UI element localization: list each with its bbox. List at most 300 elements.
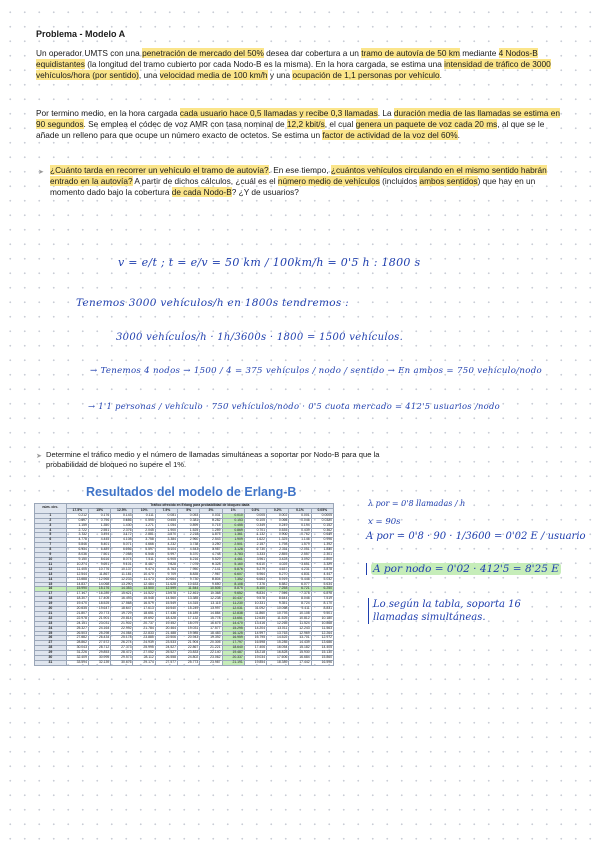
row-header: 14	[35, 577, 67, 582]
table-cell: 18.307	[66, 597, 88, 602]
table-cell: 20.464	[155, 626, 177, 631]
table-cell: 3.384	[155, 538, 177, 543]
table-cell: 9.709	[155, 572, 177, 577]
table-cell: 24.084	[111, 631, 133, 636]
table-cell: 14.470	[222, 621, 244, 626]
table-cell: 3.783	[222, 553, 244, 558]
table-cell: 23.031	[88, 621, 110, 626]
table-cell: 0.153	[222, 518, 244, 523]
table-cell: 12.635	[244, 616, 266, 621]
table-cell: 5.529	[200, 557, 222, 562]
table-cell: 5.846	[66, 543, 88, 548]
table-cell: 30.995	[88, 656, 110, 661]
table-cell: 0.349	[244, 523, 266, 528]
col-header: 15%	[88, 508, 110, 513]
table-cell: 12.599	[155, 587, 177, 592]
table-cell: 0.455	[222, 523, 244, 528]
table-cell: 0.081	[155, 513, 177, 518]
highlighted-text: duración media de las llamadas se estima en 90 segundos	[36, 108, 560, 129]
highlighted-text: penetración de mercado del 50%	[142, 48, 264, 58]
table-cell: 22.140	[200, 651, 222, 656]
table-cell: 17.147	[66, 592, 88, 597]
row-header: 30	[35, 656, 67, 661]
highlighted-text: velocidad media de 100 km/h	[159, 70, 268, 80]
table-cell: 18.651	[133, 611, 155, 616]
highlighted-text: cada usuario hace 0,5 llamadas y recibe 0,3 llamadas	[179, 108, 378, 118]
table-cell: 9.150	[66, 557, 88, 562]
row-header: 22	[35, 616, 67, 621]
table-cell: 0.065	[267, 518, 289, 523]
handwriting-line-3: 3000 vehículos/h · 1h/3600s · 1800 = 1500 vehículos.	[116, 332, 404, 343]
text-segment: . En ese tiempo,	[268, 165, 331, 175]
erlang-table	[34, 503, 334, 666]
arrow-bullet-icon: ➤	[36, 453, 42, 460]
table-cell: 0.152	[311, 523, 333, 528]
row-header: 2	[35, 518, 67, 523]
row-header: 29	[35, 651, 67, 656]
table-cell: 17.606	[267, 656, 289, 661]
table-cell: 4.231	[289, 567, 311, 572]
table-cell: 29.174	[133, 661, 155, 666]
highlighted-text: 4 Nodos-B equidistantes	[36, 48, 538, 69]
arrow-bullet-icon: ➤	[38, 169, 44, 176]
highlighted-text: número medio de vehículos	[277, 176, 380, 186]
text-segment: .	[439, 70, 442, 80]
table-cell: 6.878	[311, 592, 333, 597]
table-cell: 28.862	[66, 641, 88, 646]
row-header: 3	[35, 523, 67, 528]
table-cell: 11.525	[267, 616, 289, 621]
table-cell: 16.054	[267, 646, 289, 651]
col-header: 1%	[222, 508, 244, 513]
table-cell: 12.238	[200, 597, 222, 602]
table-cell: 2.218	[178, 533, 200, 538]
table-cell: 21.784	[133, 626, 155, 631]
table-cell: 6.056	[111, 548, 133, 553]
table-cell: 8.170	[311, 602, 333, 607]
table-cell: 16.596	[311, 661, 333, 666]
table-cell: 32.139	[88, 661, 110, 666]
table-cell: 19.985	[178, 631, 200, 636]
table-cell: 10.437	[222, 597, 244, 602]
table-cell: 8.834	[244, 592, 266, 597]
table-cell: 3.329	[311, 562, 333, 567]
table-cell: 2.311	[267, 548, 289, 553]
table-cell: 0.002	[267, 513, 289, 518]
table-cell: 7.946	[267, 592, 289, 597]
table-cell: 24.527	[155, 646, 177, 651]
highlighted-text: genera un paquete de voz cada 20 ms	[355, 119, 498, 129]
table-cell: 23.987	[200, 661, 222, 666]
table-cell: 7.828	[155, 562, 177, 567]
table-cell: 20.773	[88, 611, 110, 616]
table-cell: 17.577	[200, 626, 222, 631]
table-cell: 18.525	[88, 602, 110, 607]
table-cell: 14.405	[311, 646, 333, 651]
table-cell: 18.079	[178, 621, 200, 626]
table-cell: 6.905	[155, 557, 177, 562]
row-header: 25	[35, 631, 67, 636]
handwriting-line-4: → Tenemos 4 nodos → 1500 / 4 = 375 vehículos / nodo / sentido → En ambos = 750 vehículo/nodo	[90, 366, 542, 376]
handwriting-line-5: → 1'1 personas / vehículo · 750 vehículos/nodo · 0'5 cuota mercado = 412'5 usuarios /nodo	[88, 401, 501, 411]
table-cell: 2.730	[244, 548, 266, 553]
table-cell: 5.919	[267, 577, 289, 582]
table-cell: 5.446	[289, 577, 311, 582]
col-header: 7.5%	[155, 508, 177, 513]
table-cell: 8.036	[66, 553, 88, 558]
table-cell: 6.216	[178, 557, 200, 562]
table-cell: 1.146	[289, 538, 311, 543]
row-header: 23	[35, 621, 67, 626]
table-cell: 8.644	[267, 597, 289, 602]
table-cell: 4.445	[88, 538, 110, 543]
table-cell: 16.189	[178, 611, 200, 616]
col-header: 0.1%	[289, 508, 311, 513]
table-cell: 10.812	[289, 616, 311, 621]
table-cell: 4.748	[200, 553, 222, 558]
table-cell: 27.572	[88, 641, 110, 646]
table-cell: 15.795	[244, 636, 266, 641]
table-cell: 17.797	[222, 641, 244, 646]
table-cell: 11.628	[155, 582, 177, 587]
table-cell: 19.647	[88, 607, 110, 612]
text-segment: .	[457, 130, 460, 140]
traffic-per-node-highlight: A por nodo = 0'02 · 412'5 = 8'25 E	[373, 563, 559, 575]
col-header: 17.5%	[66, 508, 88, 513]
table-cell: 1.622	[244, 538, 266, 543]
table-cell: 17.405	[88, 597, 110, 602]
table-cell: 11.563	[311, 626, 333, 631]
handwriting-traffic-per-node	[366, 563, 561, 575]
table-cell: 10.868	[311, 621, 333, 626]
table-cell: 15.930	[289, 651, 311, 656]
table-cell: 1.909	[222, 538, 244, 543]
table-cell: 10.180	[311, 616, 333, 621]
table-cell: 8.763	[155, 567, 177, 572]
table-cell: 27.577	[155, 661, 177, 666]
table-cell: 24.151	[66, 621, 88, 626]
table-cell: 20.635	[66, 607, 88, 612]
table-cell: 4.637	[267, 567, 289, 572]
table-cell: 1.830	[311, 548, 333, 553]
table-cell: 15.990	[66, 587, 88, 592]
table-cell: 7.950	[178, 567, 200, 572]
table-cell: 0.053	[178, 513, 200, 518]
table-cell: 10.793	[267, 611, 289, 616]
table-cell: 17.436	[155, 611, 177, 616]
table-cell: 5.104	[155, 548, 177, 553]
text-segment: . La	[377, 108, 394, 118]
table-cell: 3.651	[289, 562, 311, 567]
table-cell: 6.582	[267, 582, 289, 587]
table-cell: 12.243	[289, 626, 311, 631]
table-cell: 4.610	[244, 562, 266, 567]
table-cell: 19.854	[244, 661, 266, 666]
table-cell: 4.666	[133, 543, 155, 548]
table-cell: 6.546	[133, 553, 155, 558]
table-cell: 9.411	[289, 607, 311, 612]
table-cell: 16.675	[200, 621, 222, 626]
table-cell: 0.212	[66, 513, 88, 518]
table-cell: 13.578	[155, 592, 177, 597]
table-cell: 14.522	[133, 592, 155, 597]
table-cell: 5.270	[267, 572, 289, 577]
text-segment: mediante	[459, 48, 499, 58]
table-cell: 13.651	[222, 616, 244, 621]
table-cell: 10.633	[178, 582, 200, 587]
table-cell: 2.157	[244, 543, 266, 548]
table-cell: 16.828	[267, 651, 289, 656]
highlighted-text: ambos sentidos	[419, 176, 478, 186]
table-cell: 21.191	[222, 661, 244, 666]
table-cell: 15.176	[88, 587, 110, 592]
table-cell: 3.250	[200, 543, 222, 548]
table-cell: 3.758	[133, 538, 155, 543]
table-cell: 23.533	[155, 641, 177, 646]
table-cell: 8.831	[311, 607, 333, 612]
table-cell: 11.473	[133, 577, 155, 582]
table-cell: 14.837	[66, 582, 88, 587]
table-cell: 26.503	[66, 631, 88, 636]
table-cell: 0.282	[200, 518, 222, 523]
table-cell: 15.548	[133, 597, 155, 602]
table-cell: 21.488	[155, 631, 177, 636]
table-cell: 14.068	[88, 582, 110, 587]
table-cell: 30.043	[66, 646, 88, 651]
table-cell: 2.051	[289, 548, 311, 553]
table-cell: 13.290	[111, 582, 133, 587]
table-cell: 12.969	[289, 631, 311, 636]
table-cell: 23.062	[200, 656, 222, 661]
text-segment: , al que se le añade un relleno para que ocupe un número exacto de octetos. Se estima un	[36, 119, 545, 140]
table-subtitle: Tráfico ofrecido en Erlang para probabilidad de bloqueo dada	[66, 504, 333, 509]
row-header: 18	[35, 597, 67, 602]
table-cell: 9.652	[222, 592, 244, 597]
table-cell: 19.487	[222, 651, 244, 656]
table-cell: 15.860	[311, 656, 333, 661]
table-cell: 26.434	[88, 636, 110, 641]
table-cell: 0.796	[88, 518, 110, 523]
table-cell: 8.074	[111, 557, 133, 562]
table-cell: 6.489	[88, 548, 110, 553]
row-header: 17	[35, 592, 67, 597]
table-cell: 1.361	[222, 533, 244, 538]
table-cell: 5.634	[311, 582, 333, 587]
table-cell: 11.860	[244, 611, 266, 616]
table-cell: 4.461	[222, 557, 244, 562]
table-cell: 0.0320	[311, 518, 333, 523]
highlighted-text: ¿Cuánto tarda en recorrer un vehículo el tramo de autovía?	[50, 165, 269, 175]
col-header: 0.05%	[311, 508, 333, 513]
table-cell: 0.005	[244, 513, 266, 518]
table-cell: 8.616	[88, 557, 110, 562]
table-cell: 16.125	[222, 631, 244, 636]
table-cell: 5.964	[244, 572, 266, 577]
table-cell: 4.022	[267, 562, 289, 567]
row-header: 7	[35, 543, 67, 548]
table-cell: 1.430	[111, 523, 133, 528]
table-cell: 16.493	[111, 597, 133, 602]
table-cell: 1.054	[155, 523, 177, 528]
table-cell: 18.218	[244, 651, 266, 656]
table-cell: 6.934	[66, 548, 88, 553]
table-cell: 18.640	[222, 646, 244, 651]
table-cell: 11.867	[88, 572, 110, 577]
table-cell: 23.885	[133, 636, 155, 641]
table-cell: 29.853	[88, 651, 110, 656]
table-cell: 9.351	[267, 602, 289, 607]
table-cell: 9.730	[178, 577, 200, 582]
highlighted-text: tramo de autovía de 50 km	[361, 48, 460, 58]
highlighted-text: 12,2 kbit/s	[286, 119, 325, 129]
table-cell: 10.470	[133, 572, 155, 577]
table-cell: 2.501	[222, 543, 244, 548]
table-cell: 9.691	[88, 562, 110, 567]
table-cell: 1.132	[244, 533, 266, 538]
table-cell: 18.428	[155, 616, 177, 621]
table-cell: 4.543	[178, 548, 200, 553]
paragraph-1	[36, 48, 560, 81]
table-cell: 13.416	[244, 621, 266, 626]
text-segment: Por termino medio, en la hora cargada	[36, 108, 180, 118]
table-cell: 10.274	[66, 562, 88, 567]
table-cell: 27.682	[66, 636, 88, 641]
table-cell: 20.737	[133, 621, 155, 626]
question-2: Determine el tráfico medio y el número de llamadas simultáneas a soportar por Nodo-B para que la probabilidad de bloqueo no supere el 1%.	[46, 450, 380, 469]
table-cell: 3.878	[311, 567, 333, 572]
table-cell: 18.483	[200, 631, 222, 636]
table-cell: 0.143	[111, 513, 133, 518]
table-cell: 21.807	[66, 611, 88, 616]
table-cell: 13.997	[200, 607, 222, 612]
table-cell: 7.058	[111, 553, 133, 558]
table-cell: 10.068	[267, 607, 289, 612]
table-cell: 15.285	[267, 641, 289, 646]
table-cell: 14.884	[200, 611, 222, 616]
row-header: 1	[35, 513, 67, 518]
question-1	[50, 165, 560, 198]
table-cell: 6.663	[244, 577, 266, 582]
table-cell: 0.381	[178, 518, 200, 523]
table-cell: 7.378	[289, 592, 311, 597]
row-header: 20	[35, 607, 67, 612]
table-cell: 8.108	[222, 582, 244, 587]
table-cell: 3.333	[244, 553, 266, 558]
table-cell: 21.221	[200, 646, 222, 651]
table-cell: 9.578	[244, 597, 266, 602]
text-segment: A partir de dichos cálculos, ¿cuál es el	[132, 176, 278, 186]
table-cell: 12.233	[111, 577, 133, 582]
handwriting-traffic-per-user: A por = 0'8 · 90 · 1/3600 = 0'02 E / usuario	[366, 531, 586, 542]
table-cell: 20.337	[222, 656, 244, 661]
table-cell: 2.722	[66, 528, 88, 533]
table-cell: 0.701	[244, 528, 266, 533]
table-cell: 6.328	[200, 562, 222, 567]
table-cell: 13.011	[267, 626, 289, 631]
table-cell: 26.558	[155, 656, 177, 661]
table-cell: 5.071	[111, 543, 133, 548]
table-cell: 21.904	[178, 641, 200, 646]
table-cell: 14.997	[244, 631, 266, 636]
table-cell: 4.831	[289, 572, 311, 577]
table-cell: 12.031	[222, 607, 244, 612]
table-cell: 4.108	[111, 538, 133, 543]
table-cell: 0.362	[311, 528, 333, 533]
table-cell: 5.876	[222, 567, 244, 572]
table-cell: 1.875	[200, 533, 222, 538]
table-cell: 10.664	[155, 577, 177, 582]
table-cell: 1.798	[267, 543, 289, 548]
table-cell: 18.647	[111, 607, 133, 612]
table-cell: 11.181	[111, 572, 133, 577]
table-cell: 0.249	[267, 523, 289, 528]
table-cell: 9.101	[111, 562, 133, 567]
table-cell: 19.452	[155, 621, 177, 626]
table-cell: 2.301	[311, 553, 333, 558]
col-header: 0.5%	[244, 508, 266, 513]
table-cell: 3.172	[111, 533, 133, 538]
table-cell: 3.732	[66, 533, 88, 538]
table-cell: 5.997	[155, 553, 177, 558]
row-header: 4	[35, 528, 67, 533]
table-cell: 6.721	[289, 587, 311, 592]
problem-title: Problema - Modelo A	[36, 29, 126, 39]
table-cell: 9.501	[311, 611, 333, 616]
table-cell: 14.439	[289, 641, 311, 646]
handwriting-line-2: Tenemos 3000 vehículos/h en 1800s tendremos :	[76, 297, 350, 309]
table-cell: 7.352	[222, 577, 244, 582]
table-cell: 7.258	[267, 587, 289, 592]
col-header: 5%	[178, 508, 200, 513]
table-cell: 29.573	[111, 656, 133, 661]
table-cell: 11.092	[244, 607, 266, 612]
table-cell: 16.540	[155, 607, 177, 612]
table-cell: 2.557	[289, 553, 311, 558]
table-cell: 13.688	[66, 577, 88, 582]
handwriting-conclusion: Lo según la tabla, soporta 16 llamadas simultáneas.	[368, 598, 553, 624]
table-cell: 1.392	[311, 543, 333, 548]
erlang-table-title: Resultados del modelo de Erlang-B	[86, 485, 297, 499]
table-cell: 17.406	[244, 646, 266, 651]
table-cell: 19.031	[178, 626, 200, 631]
row-header: 9	[35, 553, 67, 558]
table-cell: 22.833	[133, 631, 155, 636]
row-header: 31	[35, 661, 67, 666]
table-cell: 9.474	[133, 567, 155, 572]
table-cell: 22.992	[111, 626, 133, 631]
table-cell: 7.376	[244, 582, 266, 587]
row-header: 16	[35, 587, 67, 592]
table-cell: 12.265	[267, 621, 289, 626]
table-cell: 22.867	[178, 646, 200, 651]
table-cell: 5.032	[311, 577, 333, 582]
table-cell: 15.549	[155, 602, 177, 607]
table-cell: 4.447	[311, 572, 333, 577]
highlighted-text: factor de actividad de la voz del 60%	[322, 130, 458, 140]
table-cell: 8.835	[178, 572, 200, 577]
table-cell: 28.712	[88, 646, 110, 651]
table-cell: 2.800	[311, 557, 333, 562]
table-cell: 3.128	[222, 548, 244, 553]
table-cell: 13.763	[267, 631, 289, 636]
table-cell: 0.105	[244, 518, 266, 523]
row-header: 27	[35, 641, 67, 646]
row-header: 5	[35, 533, 67, 538]
table-cell: 25.773	[178, 661, 200, 666]
table-cell: 25.995	[133, 646, 155, 651]
row-header: 6	[35, 538, 67, 543]
table-cell: 2.570	[155, 533, 177, 538]
